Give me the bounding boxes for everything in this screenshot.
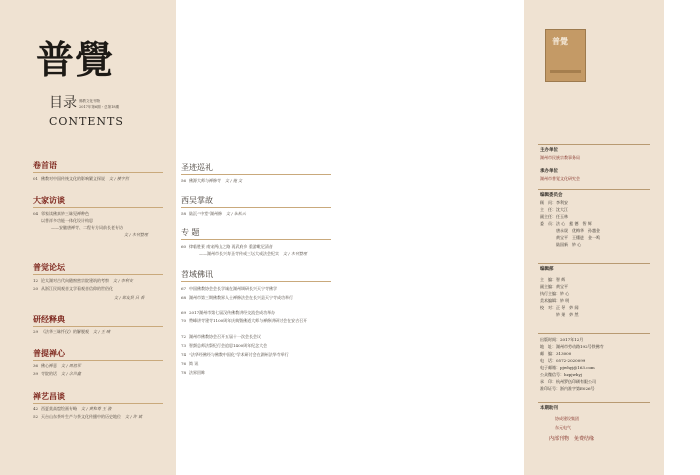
colophon-line: 唐永晟 优梅华 孙越金 [540, 228, 600, 233]
section-rule [181, 174, 331, 175]
colophon-heading: 承办单位 [540, 169, 558, 174]
toc-item[interactable]: 76 简 讯 [181, 361, 199, 366]
free-distribution-note: 内部刊物 免费结缘 [549, 436, 595, 442]
toc-item[interactable]: 78 法界回眸 [181, 370, 205, 375]
toc-item[interactable]: 36 佛心禅意 文 / 周祖军 [33, 363, 81, 368]
colophon-line: 主 任：沈大江 [540, 207, 568, 212]
toc-item[interactable]: 04 邻家读佛真妙三昧见禅种色 [33, 211, 89, 216]
colophon-heading: 编辑委员会 [540, 193, 563, 198]
issue-meta-2: 2017年第6期・总第18期 [79, 105, 120, 109]
toc-item[interactable]: 01 佛教对中国传统文化的影响繁义探说 文 / 楼宇烈 [33, 176, 129, 181]
toc-item[interactable]: 29 《法华三昧忏仪》的解脱观 文 / 王 晴 [33, 329, 111, 334]
section-rule [33, 207, 163, 208]
section-title: 苕域佛讯 [181, 270, 213, 279]
toc-item[interactable]: 20 从浙江民间观音文学看观音信仰的世俗化 [33, 286, 113, 291]
colophon-heading: 主办单位 [540, 148, 558, 153]
divider [538, 189, 650, 190]
section-title: 普觉论坛 [33, 262, 65, 272]
colophon-line: 电 话：0572-2020099 [540, 358, 586, 363]
section-title: 卷首语 [33, 160, 57, 170]
toc-item: ——安徽唐禅寺、二程专方词前长老专访 [51, 225, 123, 230]
colophon-line: 出版时间：2017年12月 [540, 337, 584, 342]
colophon-line: 地 址：湖州市劳动路192号铁佛寺 [540, 344, 604, 349]
toc-item[interactable]: 58 陆沉·"中堂"湖州修 文 / 朱松云 [181, 211, 246, 216]
cover-thumbnail [545, 29, 586, 82]
colophon-line: 黄宝平 王懂进 金一鸣 [540, 235, 600, 240]
middle-column [176, 0, 524, 475]
divider [538, 144, 650, 145]
page-edge [664, 0, 700, 475]
colophon-heading: 本期助刊 [540, 406, 558, 411]
toc-item[interactable]: 52 天台山东茶叶生产与茶文化传播中的历史地位 文 / 许 斌 [33, 414, 143, 419]
section-rule [33, 274, 163, 275]
colophon-line: 湖州市普觉文化研究会 [540, 176, 580, 181]
colophon-line: 妙 果 妙 然 [540, 312, 579, 317]
section-title: 研经释典 [33, 314, 65, 324]
colophon-line: 副主任：任玉林 [540, 214, 568, 219]
colophon-line: 湖州市民族宗教事务局 [540, 155, 580, 160]
section-rule [181, 207, 331, 208]
colophon-line: 陆国新 妙 心 [540, 242, 582, 247]
sponsor-line: 协成建设集团 [555, 416, 579, 421]
toc-item[interactable]: 73 智顗总师法祭纪行会追思1400周年纪念大会 [181, 343, 268, 348]
colophon-line: 公众微信号：hzpjwhyj [540, 372, 582, 377]
toc-author: 文 / 郑友贤 吕 香 [114, 295, 145, 300]
toc-item[interactable]: 60 律临胜景 南宋两山之路 再武府乡 重游毗尼清音 [181, 244, 273, 249]
colophon-line: 副主编：黄宝平 [540, 284, 568, 289]
section-rule [33, 172, 163, 173]
toc-item[interactable]: 67 中国佛教协会会长学诚在湖州调研长兴天宁寺佛学 [181, 286, 277, 291]
colophon-line: 顾 问：李利安 [540, 200, 568, 205]
divider [538, 402, 650, 403]
section-title: 大家访谈 [33, 195, 65, 205]
section-title: 西吴掌故 [181, 196, 213, 205]
colophon-line: 邮 编：313000 [540, 351, 572, 356]
section-title: 禅艺昌谈 [33, 391, 65, 401]
colophon-line: 委 员：法 心 慈 德 智 辉 [540, 221, 592, 226]
toc-item[interactable]: 42 西夏莫高窟绘画专略 文 / 黄和尊 王 骏 [33, 406, 112, 411]
section-title: 圣迹巡礼 [181, 163, 213, 172]
divider [538, 263, 650, 264]
colophon-line: 准印证号：浙内准字第E026号 [540, 386, 595, 391]
cover-band [550, 70, 581, 73]
colophon-line: 主 编：智 辉 [540, 277, 566, 282]
colophon-line: 执行主编：妙 心 [540, 291, 570, 296]
toc-item[interactable]: 56 佛源大师与禅修寺 文 / 施 文 [181, 178, 243, 183]
toc-item[interactable]: 70 赞峰讲寺建寺1100周年庆典暨佛道大师与禅修讲研讨会在安吉召开 [181, 318, 308, 323]
colophon-line: 校 对：正 导 妙 闻 [540, 305, 579, 310]
toc-item: ——湖州市长兴寿圣寺传戒三坛大戒法会纪实 文 / 本刊整理 [199, 251, 307, 256]
section-rule [181, 239, 331, 240]
colophon-line: 承 印：杭州罗伍印刷有限公司 [540, 379, 596, 384]
toc-author: 文 / 本刊整理 [124, 232, 148, 237]
toc-item[interactable]: 69 2017湖州市第七届汉传佛教讲经交流会成功举办 [181, 310, 276, 315]
divider [538, 333, 650, 334]
colophon-heading: 编辑部 [540, 267, 554, 272]
toc-item[interactable]: 72 湖州市佛教协会召开五届十一次会长会议 [181, 334, 261, 339]
toc-item[interactable]: 12 论太湖对古代向随窗密宗院建筑的考察 文 / 李利安 [33, 278, 133, 283]
section-rule [181, 281, 331, 282]
magazine-logo: 普覺 [36, 37, 115, 82]
toc-item[interactable]: 39 寺院的话 文 / 余世鑫 [33, 371, 81, 376]
sponsor-line: 东元电气 [555, 425, 571, 430]
section-title: 普提禅心 [33, 348, 65, 358]
toc-item[interactable]: 68 湖州市第三期佛教界人士禅修法会在长兴县天宁寺成功举行 [181, 295, 293, 300]
toc-item: 以普祥多功能一体化设计构思 [41, 218, 93, 223]
toc-item[interactable]: 74 "法华经佛经与佛教中国化"学术研讨会在湖州法华寺举行 [181, 352, 289, 357]
section-title: 专 题 [181, 228, 200, 237]
issue-meta-1: 佛教文化刊物 [79, 99, 100, 103]
section-rule [33, 403, 163, 404]
cover-title: 普覺 [552, 36, 568, 46]
colophon-line: 电子邮箱：pjwhyj@163.com [540, 365, 595, 370]
section-rule [33, 360, 163, 361]
contents-heading: CONTENTS [49, 115, 124, 128]
toc-title: 目录 [49, 95, 77, 111]
section-rule [33, 326, 163, 327]
colophon-line: 美术编辑：妙 明 [540, 298, 570, 303]
